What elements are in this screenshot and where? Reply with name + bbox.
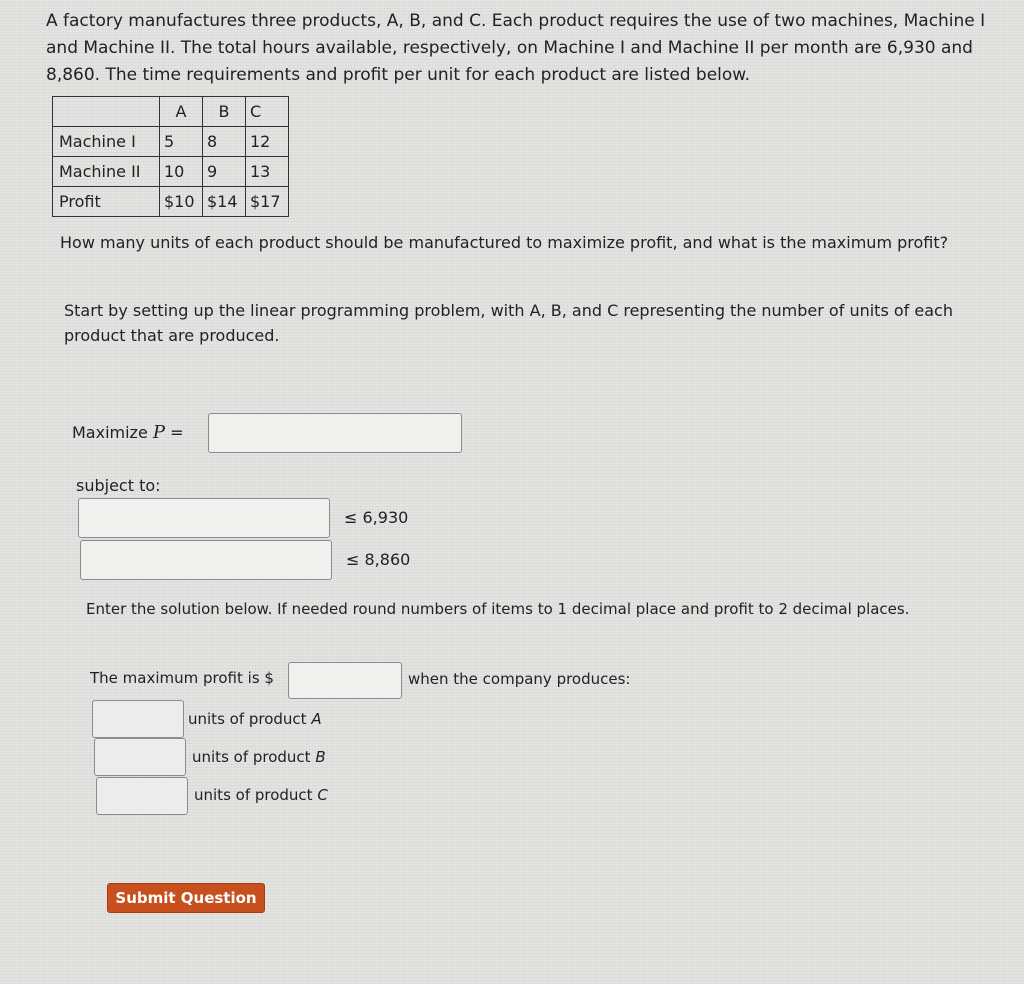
- units-b-label: units of product B: [192, 748, 326, 766]
- constraint-1-rhs: ≤ 6,930: [344, 508, 409, 527]
- table-header-cell: [53, 97, 160, 127]
- question-text: How many units of each product should be manufactured to maximize profit, and what is the maximum profit?: [60, 233, 949, 252]
- produces-label: when the company produces:: [408, 670, 631, 688]
- table-cell: Machine II: [53, 157, 160, 187]
- problem-intro: A factory manufactures three products, A, B, and C. Each product requires the use of two machines, Machine I and Machine II. The total hours available, respectively, on Machine I and Machine II per month are 6,930 and 8,860. The time requirements and profit per unit for each product are listed below.: [46, 11, 986, 85]
- equals-sign: =: [170, 423, 184, 442]
- table-header-cell: B: [203, 97, 246, 127]
- units-a-input[interactable]: [92, 700, 184, 738]
- table-cell: 10: [160, 157, 203, 187]
- table-header-row: [53, 97, 289, 127]
- units-c-input[interactable]: [96, 777, 188, 815]
- table-row: [53, 157, 289, 187]
- table-header-cell: C: [246, 97, 289, 127]
- table-cell: 12: [246, 127, 289, 157]
- table-cell: Machine I: [53, 127, 160, 157]
- maximize-label: Maximize: [72, 423, 148, 442]
- constraint-1-input[interactable]: [78, 498, 330, 538]
- objective-variable: P: [152, 422, 166, 443]
- table-cell: 13: [246, 157, 289, 187]
- product-b-var: B: [315, 748, 326, 766]
- table-cell: $17: [246, 187, 289, 217]
- table-cell: 8: [203, 127, 246, 157]
- table-cell: 9: [203, 157, 246, 187]
- submit-question-button[interactable]: Submit Question: [107, 883, 265, 913]
- table-cell: $10: [160, 187, 203, 217]
- product-a-var: A: [311, 710, 322, 728]
- units-a-label: units of product A: [188, 710, 322, 728]
- table-cell: $14: [203, 187, 246, 217]
- objective-input[interactable]: [208, 413, 462, 453]
- data-table: [52, 96, 289, 217]
- units-b-input[interactable]: [94, 738, 186, 776]
- table-row: [53, 187, 289, 217]
- max-profit-input[interactable]: [288, 662, 402, 699]
- units-c-label: units of product C: [194, 786, 328, 804]
- product-c-var: C: [317, 786, 328, 804]
- table-cell: 5: [160, 127, 203, 157]
- constraint-2-input[interactable]: [80, 540, 332, 580]
- setup-instructions: Start by setting up the linear programming problem, with A, B, and C representing the number of units of each product that are produced.: [64, 301, 953, 345]
- constraint-2-rhs: ≤ 8,860: [346, 550, 411, 569]
- table-cell: Profit: [53, 187, 160, 217]
- subject-to-label: subject to:: [76, 476, 161, 495]
- table-header-cell: A: [160, 97, 203, 127]
- table-row: [53, 127, 289, 157]
- max-profit-label: The maximum profit is $: [90, 669, 274, 687]
- solution-instructions: Enter the solution below. If needed round numbers of items to 1 decimal place and profit to 2 decimal places.: [86, 600, 910, 618]
- objective-label: [72, 422, 184, 443]
